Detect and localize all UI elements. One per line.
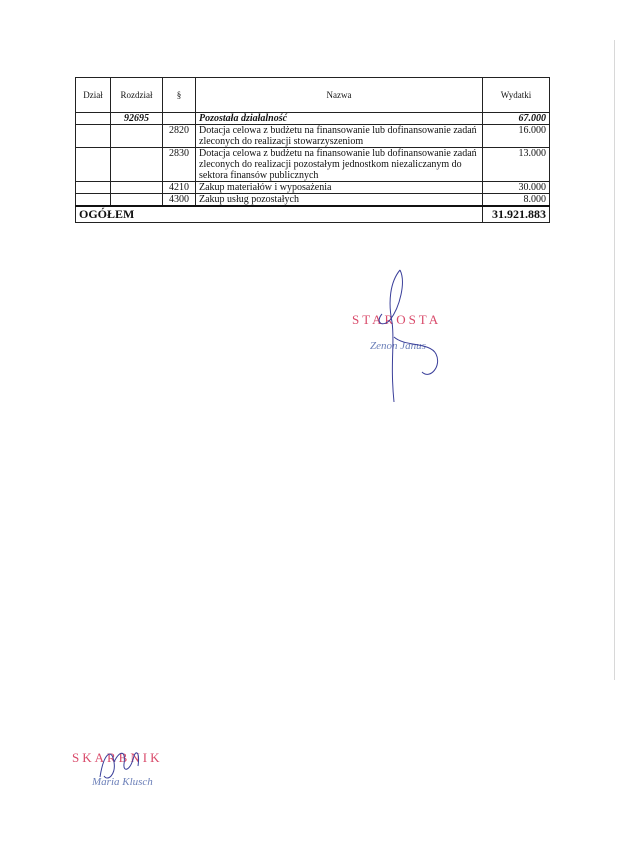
cell-nazwa: Pozostała działalność bbox=[196, 113, 483, 125]
page-edge bbox=[614, 40, 615, 680]
table-row bbox=[76, 194, 550, 207]
header-paragraf: § bbox=[163, 78, 196, 113]
cell-dzial bbox=[76, 194, 111, 207]
table-row bbox=[76, 125, 550, 148]
cell-paragraf: 4210 bbox=[163, 182, 196, 194]
table-row bbox=[76, 182, 550, 194]
cell-paragraf: 2820 bbox=[163, 125, 196, 148]
cell-nazwa: Zakup usług pozostałych bbox=[196, 194, 483, 207]
header-dzial: Dział bbox=[76, 78, 111, 113]
cell-nazwa: Dotacja celowa z budżetu na finansowanie lub dofinansowanie zadań zleconych do realizacji stowarzyszeniom bbox=[196, 125, 483, 148]
total-value: 31.921.883 bbox=[483, 206, 550, 223]
header-rozdzial: Rozdział bbox=[111, 78, 163, 113]
cell-rozdzial bbox=[111, 182, 163, 194]
total-label: OGÓŁEM bbox=[76, 206, 483, 223]
cell-wydatki: 67.000 bbox=[483, 113, 550, 125]
cell-wydatki: 30.000 bbox=[483, 182, 550, 194]
budget-table bbox=[75, 77, 550, 223]
cell-rozdzial bbox=[111, 125, 163, 148]
cell-wydatki: 13.000 bbox=[483, 148, 550, 182]
total-row bbox=[76, 206, 550, 223]
cell-paragraf bbox=[163, 113, 196, 125]
skarbnik-stamp-name: Maria Klusch bbox=[92, 776, 153, 788]
cell-rozdzial bbox=[111, 148, 163, 182]
cell-wydatki: 8.000 bbox=[483, 194, 550, 207]
table-row bbox=[76, 148, 550, 182]
header-nazwa: Nazwa bbox=[196, 78, 483, 113]
starosta-signature bbox=[360, 262, 460, 412]
cell-nazwa: Dotacja celowa z budżetu na finansowanie lub dofinansowanie zadań zleconych do realizacji pozostałym jednostkom niezaliczanym do sektora finansów publicznych bbox=[196, 148, 483, 182]
starosta-stamp-title: STAROSTA bbox=[352, 312, 442, 327]
cell-nazwa: Zakup materiałów i wyposażenia bbox=[196, 182, 483, 194]
cell-dzial bbox=[76, 113, 111, 125]
table-row bbox=[76, 113, 550, 125]
cell-dzial bbox=[76, 148, 111, 182]
cell-paragraf: 4300 bbox=[163, 194, 196, 207]
cell-dzial bbox=[76, 125, 111, 148]
cell-rozdzial: 92695 bbox=[111, 113, 163, 125]
header-wydatki: Wydatki bbox=[483, 78, 550, 113]
table-header-row bbox=[76, 78, 550, 113]
cell-rozdzial bbox=[111, 194, 163, 207]
skarbnik-stamp-title: SKARBNIK bbox=[72, 750, 163, 765]
skarbnik-signature bbox=[90, 742, 150, 792]
cell-dzial bbox=[76, 182, 111, 194]
cell-paragraf: 2830 bbox=[163, 148, 196, 182]
starosta-stamp-name: Zenon Janus bbox=[370, 340, 426, 352]
cell-wydatki: 16.000 bbox=[483, 125, 550, 148]
